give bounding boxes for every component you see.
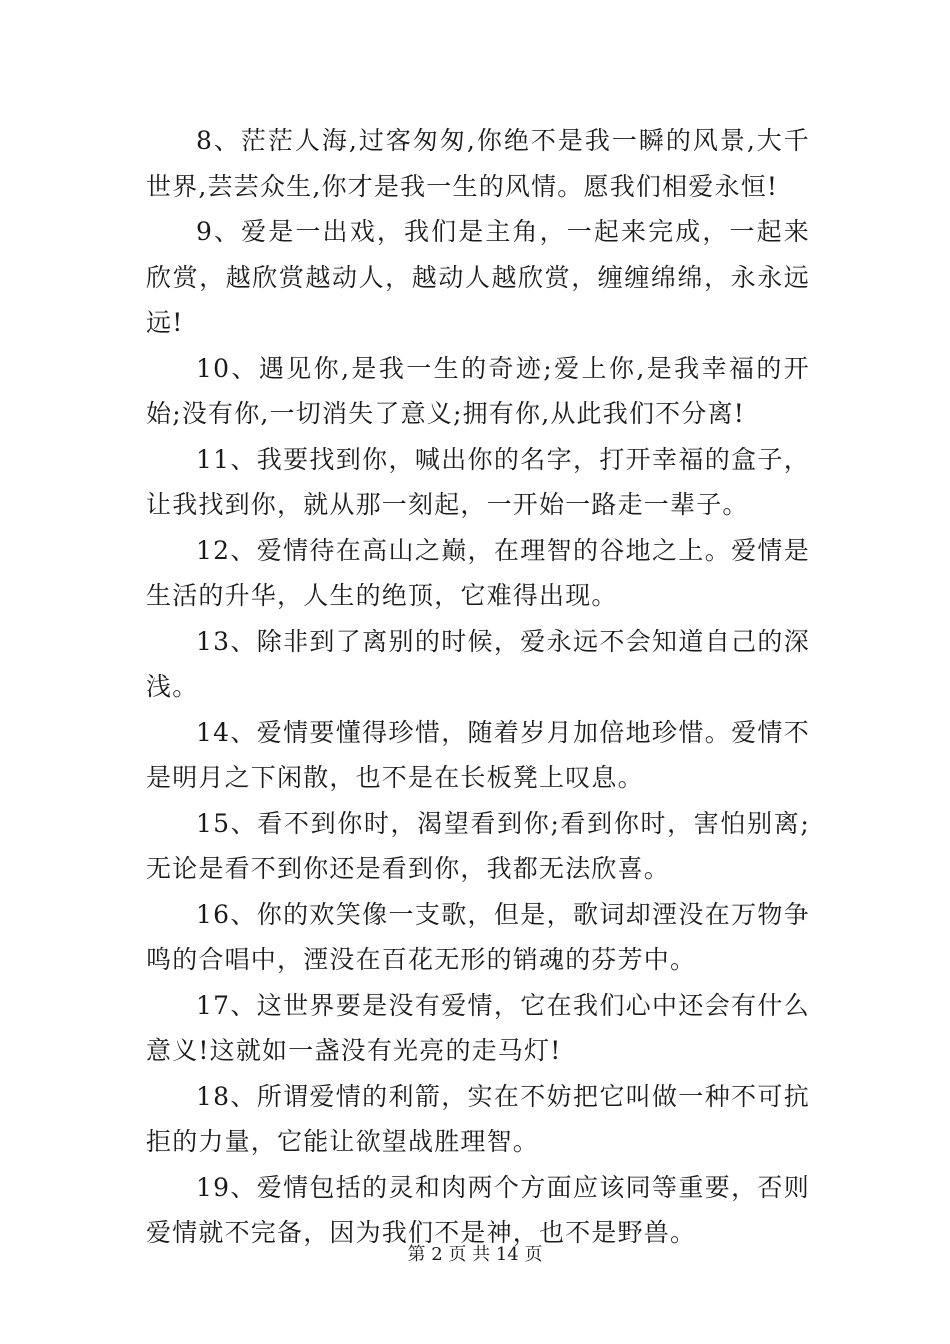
paragraph-19: 19、爱情包括的灵和肉两个方面应该同等重要，否则爱情就不完备，因为我们不是神，也不是野兽。 [146,1172,810,1247]
document-body [146,118,810,1256]
paragraph-8: 8、茫茫人海,过客匆匆,你绝不是我一瞬的风景,大千世界,芸芸众生,你才是我一生的风情。愿我们相爱永恒! [146,126,810,201]
paragraph-16: 16、你的欢笑像一支歌，但是，歌词却湮没在万物争鸣的合唱中，湮没在百花无形的销魂的芬芳中。 [146,899,810,974]
paragraph-9: 9、爱是一出戏，我们是主角，一起来完成，一起来欣赏，越欣赏越动人，越动人越欣赏，缠缠绵绵，永永远远! [146,217,810,337]
paragraph-15: 15、看不到你时，渴望看到你;看到你时，害怕别离;无论是看不到你还是看到你，我都无法欣喜。 [146,808,810,883]
paragraph-17: 17、这世界要是没有爱情，它在我们心中还会有什么意义!这就如一盏没有光亮的走马灯! [146,990,810,1065]
paragraph-18: 18、所谓爱情的利箭，实在不妨把它叫做一种不可抗拒的力量，它能让欲望战胜理智。 [146,1081,810,1156]
paragraph-13: 13、除非到了离别的时候，爱永远不会知道自己的深浅。 [146,626,810,701]
paragraph-14: 14、爱情要懂得珍惜，随着岁月加倍地珍惜。爱情不是明月之下闲散，也不是在长板凳上叹息。 [146,717,810,792]
page-number-footer: 第 2 页 共 14 页 [407,1244,543,1265]
paragraph-12: 12、爱情待在高山之巅，在理智的谷地之上。爱情是生活的升华，人生的绝顶，它难得出现。 [146,535,810,610]
paragraph-11: 11、我要找到你，喊出你的名字，打开幸福的盒子，让我找到你，就从那一刻起，一开始一路走一辈子。 [146,444,810,519]
paragraph-10: 10、遇见你,是我一生的奇迹;爱上你,是我幸福的开始;没有你,一切消失了意义;拥有你,从此我们不分离! [146,353,810,428]
